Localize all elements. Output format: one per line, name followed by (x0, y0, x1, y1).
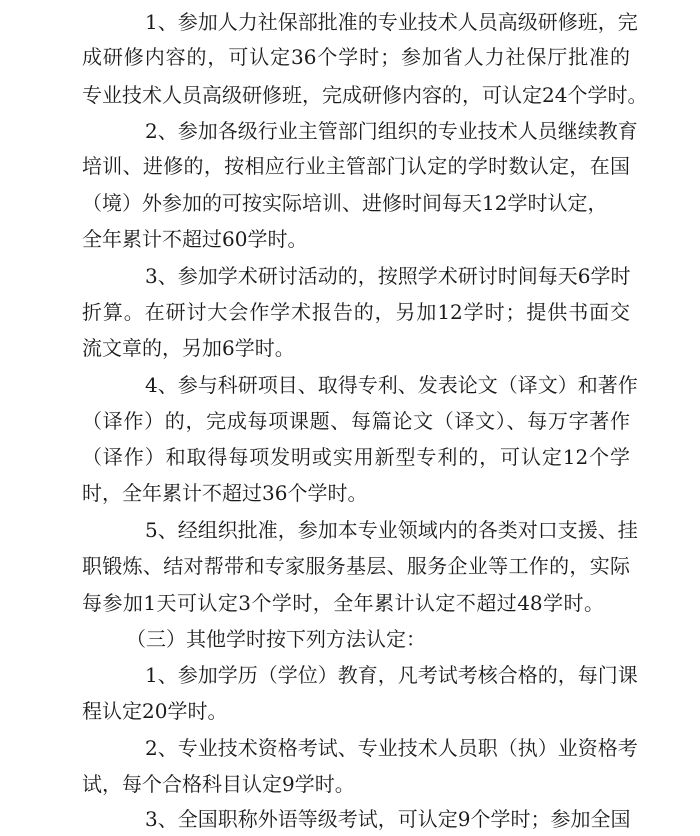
text-line: （境）外参加的可按实际培训、进修时间每天12学时认定， (82, 191, 608, 215)
text-line: 5、经组织批准，参加本专业领域内的各类对口支援、挂 (145, 518, 638, 542)
text-line: 全年累计不超过60学时。 (82, 227, 308, 251)
text-line: 流文章的，另加6学时。 (82, 336, 295, 360)
text-line: （三）其他学时按下列方法认定： (126, 627, 426, 651)
text-line: 2、专业技术资格考试、专业技术人员职（执）业资格考 (145, 736, 638, 760)
text-line: 试，每个合格科目认定9学时。 (82, 772, 355, 796)
text-line: （译作）的，完成每项课题、每篇论文（译文）、每万字著作 (82, 409, 630, 433)
text-line: 职锻炼、结对帮带和专家服务基层、服务企业等工作的，实际 (82, 554, 630, 578)
text-line: 培训、进修的，按相应行业主管部门认定的学时数认定，在国 (82, 154, 630, 178)
text-line: 3、参加学术研讨活动的，按照学术研讨时间每天6学时 (145, 264, 631, 288)
text-line: 4、参与科研项目、取得专利、发表论文（译文）和著作 (145, 373, 638, 397)
text-line: 时，全年累计不超过36个学时。 (82, 481, 368, 505)
text-line: 2、参加各级行业主管部门组织的专业技术人员继续教育 (145, 119, 638, 143)
text-line: 折算。在研讨大会作学术报告的，另加12学时；提供书面交 (82, 300, 630, 324)
text-line: 1、参加学历（学位）教育，凡考试考核合格的，每门课 (145, 663, 638, 687)
text-line: 1、参加人力社保部批准的专业技术人员高级研修班，完 (145, 10, 638, 34)
text-line: 专业技术人员高级研修班，完成研修内容的，可认定24个学时。 (82, 83, 648, 107)
text-line: （译作）和取得每项发明或实用新型专利的，可认定12个学 (82, 445, 630, 469)
text-line: 3、全国职称外语等级考试，可认定9个学时；参加全国 (145, 807, 631, 831)
text-line: 成研修内容的，可认定36个学时；参加省人力社保厅批准的 (82, 45, 630, 69)
text-line: 每参加1天可认定3个学时，全年累计认定不超过48学时。 (82, 591, 604, 615)
text-line: 程认定20学时。 (82, 699, 228, 723)
